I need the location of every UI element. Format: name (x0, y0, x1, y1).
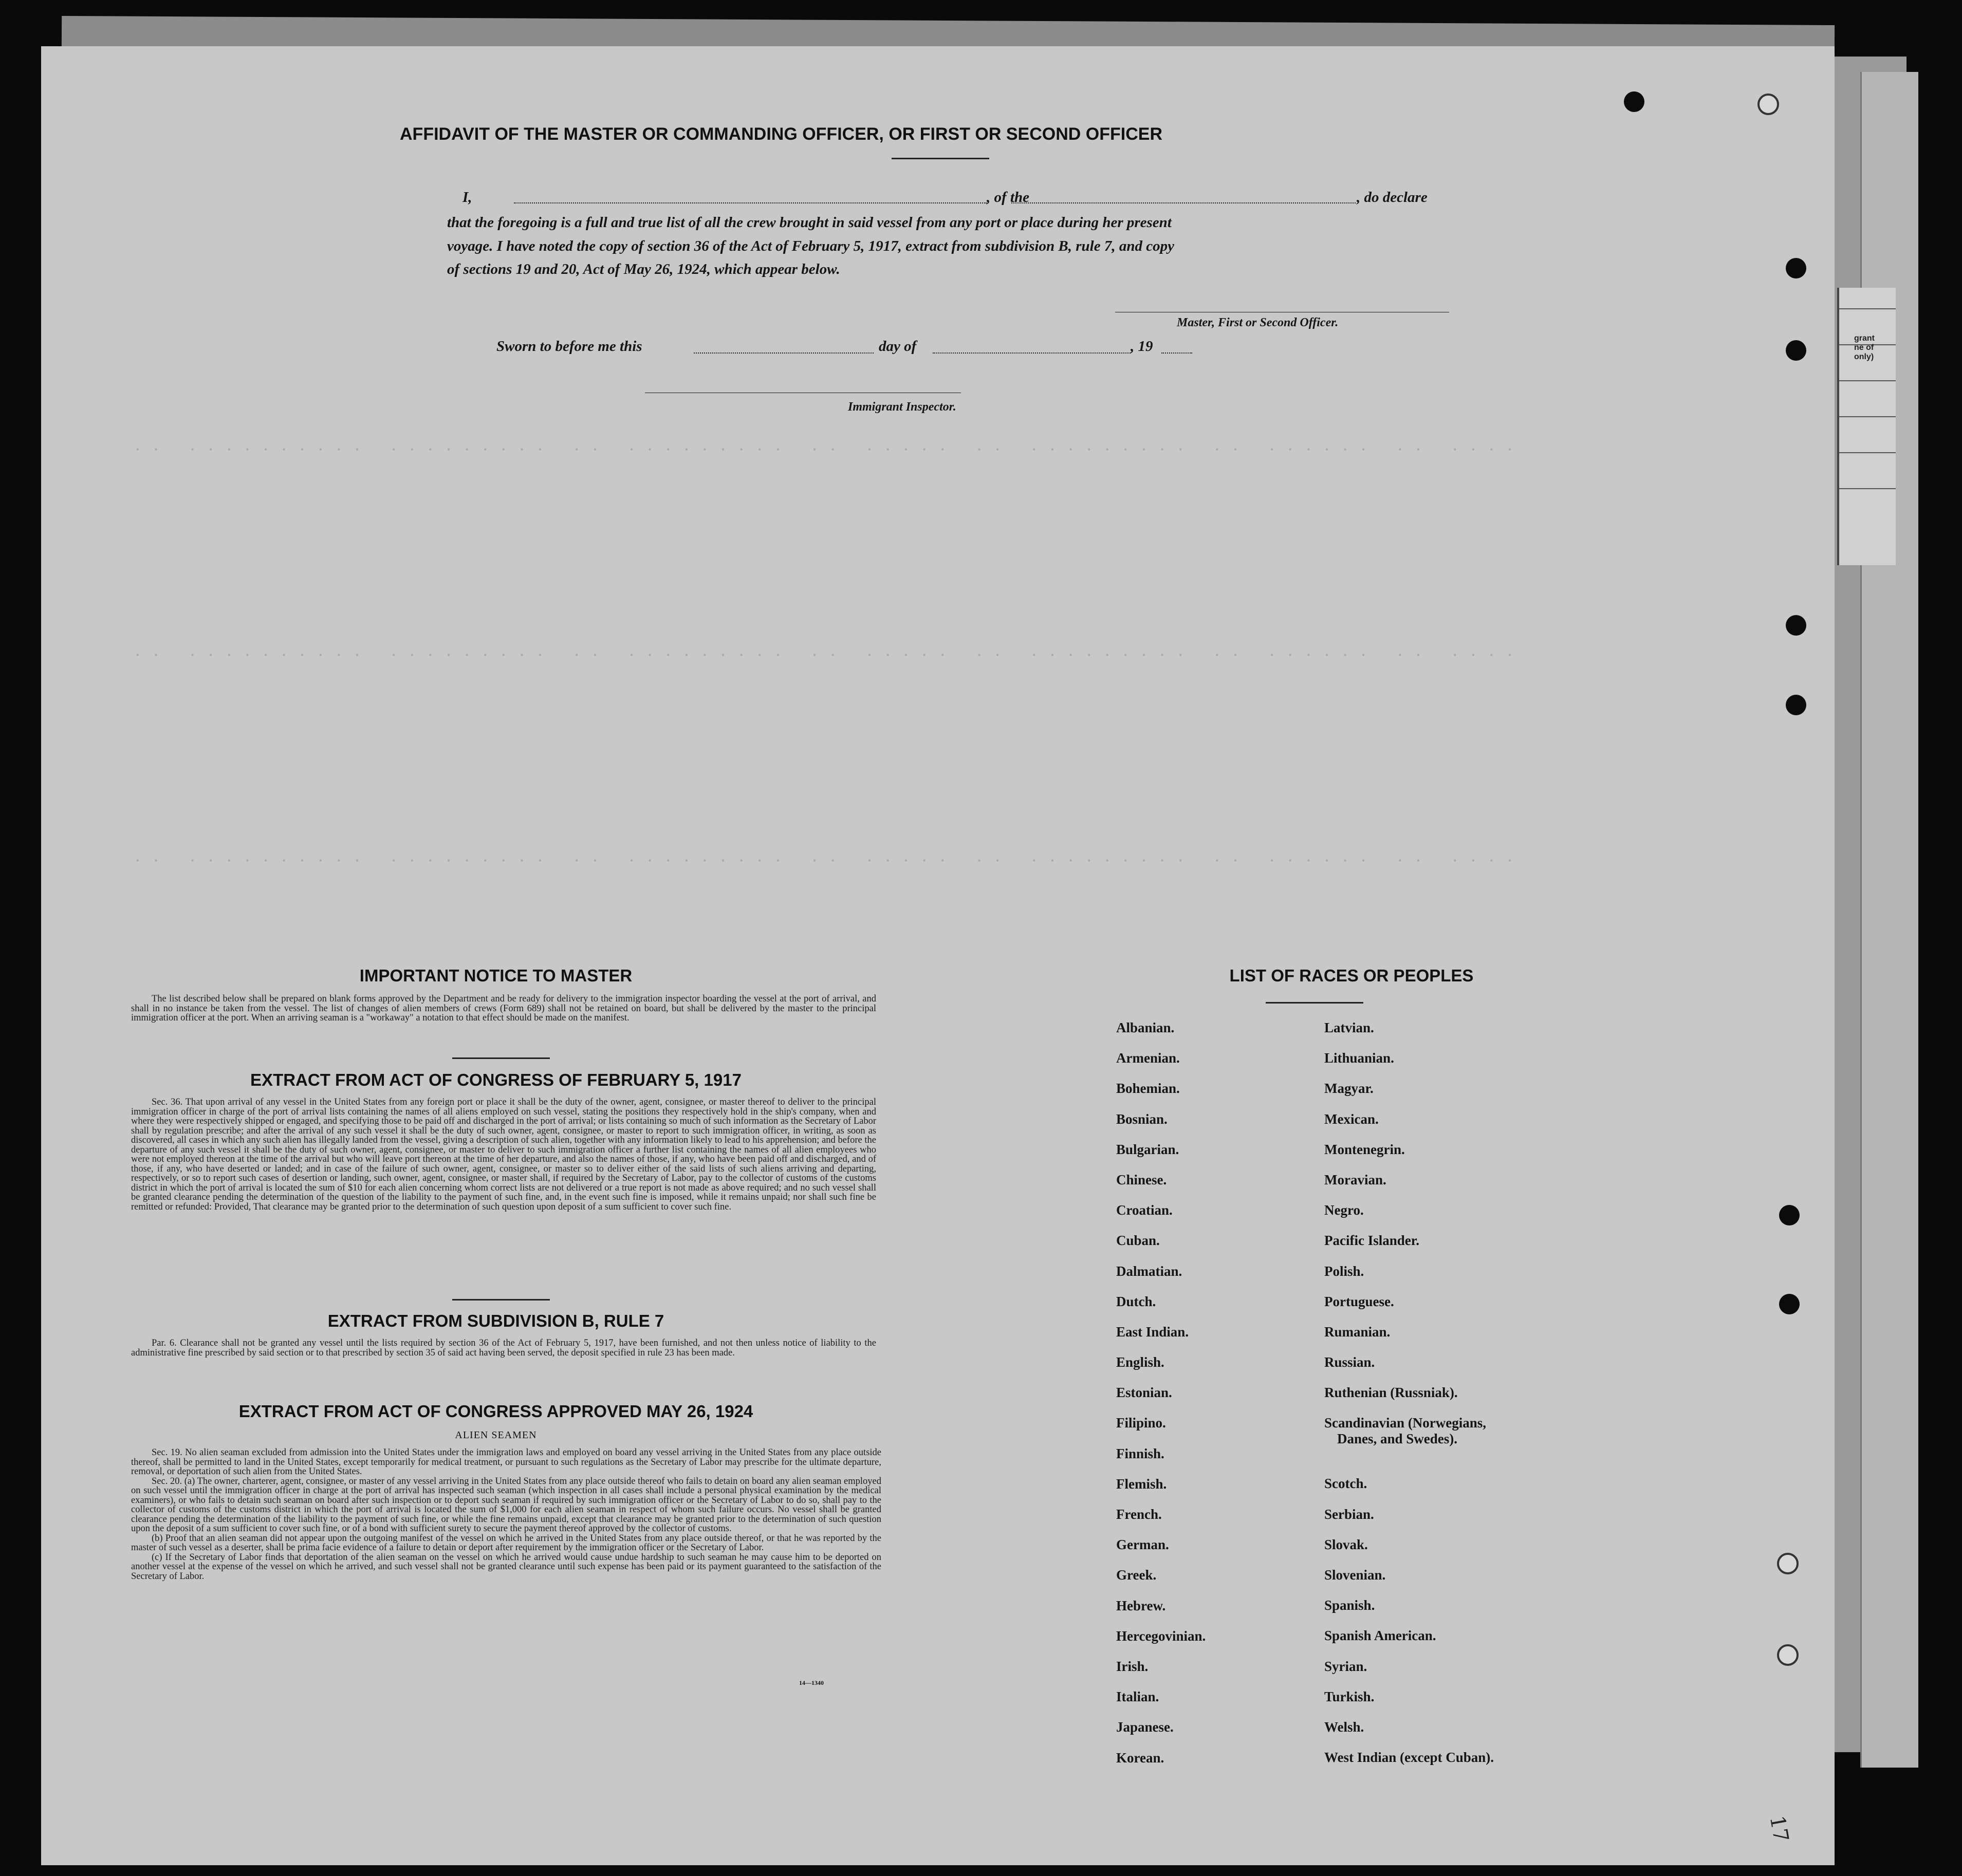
binder-hole-empty (1777, 1644, 1799, 1666)
notice-title: IMPORTANT NOTICE TO MASTER (359, 966, 633, 985)
race-item: Slovenian. (1324, 1567, 1386, 1583)
affidavit-title: AFFIDAVIT OF THE MASTER OR COMMANDING OFFICER, OR FIRST OR SECOND OFFICER (400, 124, 1162, 144)
race-item: German. (1116, 1537, 1169, 1553)
sworn-day-field[interactable] (694, 352, 874, 354)
race-item: Negro. (1324, 1202, 1364, 1218)
bleed-through: ·· ·········· ········· ·· ········· ·· ····· ·· ········· ·· ······ ·· ···· (134, 853, 1524, 868)
binder-hole-empty (1777, 1553, 1799, 1574)
binder-hole (1786, 615, 1806, 636)
race-item: Spanish American. (1324, 1628, 1436, 1644)
sec-20a: Sec. 20. (a) The owner, charterer, agent, consignee, or master of any vessel arriving in the United States from any place outside thereof who fails to detain on board any alien seaman employed on such vessel until the immigration officer in charge at the port of arrival has inspected such seaman (which inspection in all cases shall include a personal physical examination by the medical examiners), or who fails to detain such seaman on board after such inspection or to deport such seaman if required by such immigration officer or the Secretary of Labor to do so, shall pay to the collector of customs of the customs district in which the port of arrival is located the sum of $1,000 for each alien seaman in respect of whom such failure occurs. No vessel shall be granted clearance pending the determination of the liability to the payment of such fine, or while the fine remains unpaid, except that clearance may be granted prior to the determination of such question upon the deposit of a sum sufficient to cover such fine, or of a bond with sufficient surety to secure the payment thereof approved by the collector of customs. (131, 1476, 881, 1534)
extract-1924-title: EXTRACT FROM ACT OF CONGRESS APPROVED MAY 26, 1924 (238, 1402, 753, 1421)
declare-end: , do declare (1357, 189, 1428, 206)
sworn-prefix: Sworn to before me this (496, 338, 642, 355)
races-right-column (1324, 1020, 1494, 1780)
race-item: Cuban. (1116, 1233, 1160, 1249)
adjacent-page-header: grant ne of only) (1854, 334, 1875, 361)
sec-19: Sec. 19. No alien seaman excluded from admission into the United States under the immigration laws and employed on board any vessel arriving in the United States from any place outside thereof, shall be permitted to land in the United States, except temporarily for medical treatment, or pursuant to such regulations as the Secretary of Labor may prescribe for the ultimate departure, removal, or deportation of such alien from the United States. (131, 1447, 881, 1477)
races-left-column (1116, 1020, 1206, 1780)
inspector-label: Immigrant Inspector. (848, 400, 956, 414)
form-number: 14—1340 (799, 1679, 824, 1686)
sworn-year-label: , 19 (1131, 338, 1153, 355)
race-item: Ruthenian (Russniak). (1324, 1385, 1458, 1401)
handwritten-page-number: 17 (1765, 1814, 1793, 1844)
declare-i: I, (462, 189, 472, 206)
extract-1917-rule (452, 1299, 550, 1301)
race-item-scandinavian: Scandinavian (Norwegians, Danes, and Swedes). (1324, 1415, 1487, 1447)
race-item: Korean. (1116, 1750, 1164, 1766)
race-item: Turkish. (1324, 1688, 1375, 1704)
bleed-through: ·· ·········· ········· ·· ········· ·· ····· ·· ········· ·· ······ ·· ···· (134, 442, 1524, 457)
sworn-day-label: day of (879, 338, 917, 355)
name-field[interactable] (514, 202, 987, 203)
races-title: LIST OF RACES OR PEOPLES (1229, 966, 1474, 985)
race-item: Welsh. (1324, 1719, 1364, 1735)
race-item: Estonian. (1116, 1385, 1172, 1401)
race-item: Portuguese. (1324, 1293, 1394, 1309)
race-item: Hebrew. (1116, 1598, 1166, 1613)
title-rule (892, 158, 989, 159)
race-item: Croatian. (1116, 1202, 1173, 1218)
race-item: Hercegovinian. (1116, 1628, 1206, 1644)
rule7-body: Par. 6. Clearance shall not be granted any vessel until the lists required by section 36 of the Act of February 5, 1917, have been furnished, and not then unless notice of liability to the administrative fine prescribed by said section or to that prescribed by section 35 of said act having been served, the deposit specified in rule 23 has been made. (131, 1338, 876, 1358)
race-item: Mexican. (1324, 1111, 1379, 1127)
race-item: Dutch. (1116, 1293, 1156, 1309)
race-item: Pacific Islander. (1324, 1233, 1419, 1249)
sworn-year-field[interactable] (1161, 352, 1192, 354)
extract-1917-body: Sec. 36. That upon arrival of any vessel in the United States from any foreign port or place it shall be the duty of the owner, agent, consignee, or master thereof to deliver to the principal immigration officer in charge of the port of arrival lists containing the names of all aliens employed on such vessel, stating the positions they respectively hold in the ship's company, when and where they were respectively shipped or engaged, and specifying those to be paid off and discharged in the port of arrival; or lists containing so much of such information as the Secretary of Labor shall by regulation prescribe; and after the arrival of any such vessel it shall be the duty of such owner, agent, consignee, or master to report to such immigration officer, in writing, as soon as discovered, all cases in which any such alien has illegally landed from the vessel, giving a description of such alien, together with any information likely to lead to his apprehension; and before the departure of any such vessel it shall be the duty of such owner, agent, consignee, or master to deliver to such immigration officer a further list containing the names of all alien employees who were not employed thereon at the time of the arrival but who will leave port thereon at the time of her departure, and also the names of those, if any, who have been paid off and discharged, and of those, if any, who have deserted or landed; and in case of the failure of such owner, agent, consignee, or master so to deliver either of the said lists of such aliens arriving and departing, respectively, or so to report such cases of desertion or landing, such owner, agent, consignee, or master shall, if required by the Secretary of Labor, pay to the collector of customs of the customs district in which the port of arrival is located the sum of $10 for each alien concerning whom correct lists are not delivered or a true report is not made as above required; and no such vessel shall be granted clearance pending the determination of the question of the liability to the payment of such fine, and, in the event such fine is imposed, while it remains unpaid; nor shall such fine be remitted or refunded: Provided, That clearance may be granted prior to the determination of such question upon deposit of a sum sufficient to cover such fine. (131, 1097, 876, 1212)
race-item: Polish. (1324, 1263, 1364, 1279)
race-item: English. (1116, 1354, 1164, 1370)
race-item: Bosnian. (1116, 1111, 1168, 1127)
affidavit-line-2: voyage. I have noted the copy of section 36 of the Act of February 5, 1917, extract from subdivision B, rule 7, and copy (447, 238, 1174, 254)
affidavit-line-1: that the foregoing is a full and true list of all the crew brought in said vessel from any port or place during her present (447, 214, 1172, 231)
race-item: Filipino. (1116, 1415, 1166, 1431)
race-item: East Indian. (1116, 1324, 1189, 1340)
race-item: Magyar. (1324, 1081, 1374, 1097)
race-item: Slovak. (1324, 1536, 1368, 1552)
binder-hole (1779, 1205, 1800, 1225)
affidavit-line-3: of sections 19 and 20, Act of May 26, 1924, which appear below. (447, 261, 840, 277)
race-item: Moravian. (1324, 1172, 1386, 1187)
extract-1924-body (131, 1448, 881, 1581)
race-item: Lithuanian. (1324, 1050, 1394, 1066)
race-item: Bulgarian. (1116, 1141, 1179, 1157)
signature-label: Master, First or Second Officer. (1177, 316, 1339, 329)
race-item: Spanish. (1324, 1598, 1375, 1613)
binder-hole (1786, 340, 1806, 361)
race-item: Irish. (1116, 1658, 1149, 1674)
race-item: Albanian. (1116, 1020, 1175, 1035)
sworn-month-field[interactable] (933, 352, 1131, 354)
race-item: Flemish. (1116, 1476, 1167, 1492)
rule7-title: EXTRACT FROM SUBDIVISION B, RULE 7 (327, 1311, 664, 1330)
race-item: Chinese. (1116, 1172, 1167, 1187)
bleed-through: ·· ·········· ········· ·· ········· ·· ····· ·· ········· ·· ······ ·· ···· (134, 647, 1524, 663)
declare-of-the: , of the (987, 189, 1029, 206)
race-item: Dalmatian. (1116, 1263, 1182, 1279)
vessel-field[interactable] (1011, 202, 1356, 203)
notice-body: The list described below shall be prepared on blank forms approved by the Department and be ready for delivery to the immigration inspector boarding the vessel at the port of arrival, and shall in no instance be taken from the vessel. The list of changes of alien members of crews (Form 689) shall not be retained on board, but shall be delivered by the master to the principal immigration officer at the port. When an arriving seaman is a "workaway" a notation to that effect should be made on the manifest. (131, 994, 876, 1023)
race-item: Scotch. (1324, 1476, 1367, 1492)
alien-seamen-subtitle: ALIEN SEAMEN (455, 1429, 537, 1441)
race-item: Russian. (1324, 1354, 1375, 1370)
race-item: Serbian. (1324, 1506, 1374, 1522)
race-item: French. (1116, 1507, 1162, 1522)
binder-hole (1779, 1294, 1800, 1314)
race-item: Syrian. (1324, 1658, 1367, 1674)
extract-1917-title: EXTRACT FROM ACT OF CONGRESS OF FEBRUARY 5, 1917 (250, 1070, 742, 1089)
race-item: Rumanian. (1324, 1324, 1391, 1340)
adjacent-page-edge (1837, 288, 1896, 565)
race-item: Bohemian. (1116, 1081, 1180, 1097)
race-item: Greek. (1116, 1567, 1157, 1583)
form-page (41, 46, 1835, 1865)
race-item: Latvian. (1324, 1020, 1374, 1035)
sec-20b: (b) Proof that an alien seaman did not appear upon the outgoing manifest of the vessel on which he arrived in the United States from any place outside thereof, or that he was reported by the master of such vessel as a deserter, shall be prima facie evidence of a failure to detain or deport after requirement by the immigration officer or the Secretary of Labor. (131, 1533, 881, 1553)
notice-rule (452, 1057, 550, 1059)
race-item: Italian. (1116, 1689, 1159, 1705)
sec-20c: (c) If the Secretary of Labor finds that deportation of the alien seaman on the vessel on which he arrived would cause undue hardship to such seaman he may cause him to be deported on another vessel at the expense of the vessel on which he arrived, and such vessel shall not be granted clearance until such expense has been paid or its payment guaranteed to the satisfaction of the Secretary of Labor. (131, 1552, 881, 1582)
race-item: West Indian (except Cuban). (1324, 1750, 1494, 1766)
binder-hole (1624, 91, 1644, 112)
race-item: Armenian. (1116, 1050, 1180, 1066)
binder-hole (1786, 258, 1806, 278)
race-item: Montenegrin. (1324, 1141, 1405, 1157)
binder-hole (1786, 695, 1806, 715)
binder-hole-empty (1757, 94, 1779, 115)
race-item: Japanese. (1116, 1719, 1174, 1735)
race-item: Finnish. (1116, 1445, 1164, 1461)
races-rule (1266, 1002, 1363, 1004)
